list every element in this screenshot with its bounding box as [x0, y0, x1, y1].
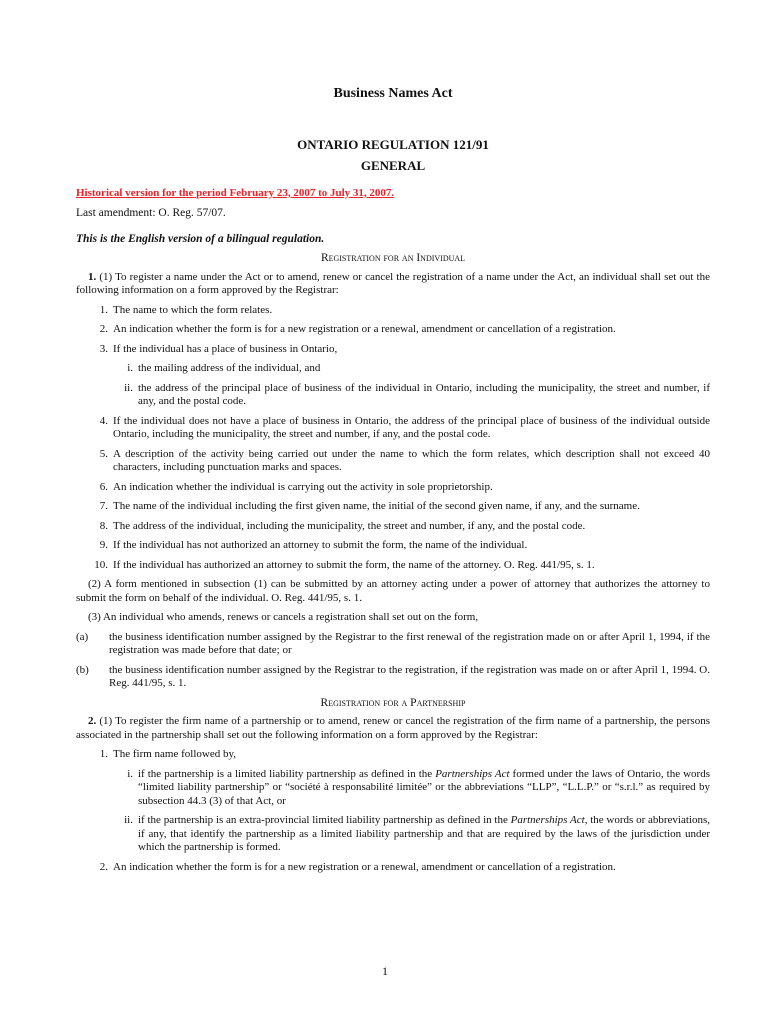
sub-list-item: i. if the partnership is a limited liability partnership as defined in the Partnerships Act formed under the laws of Ontario, the words “limited liability partnership” or “société à responsabilité limitée” or the abbreviations “LLP”, “L.L.P.” or “s.r.l.” as required by subsection 44.3 (3) of that Act, or: [127, 767, 710, 807]
section-number: 2.: [88, 715, 97, 727]
sub-list-item: ii. if the partnership is an extra-provincial limited liability partnership as defined in the Partnerships Act, the words or abbreviations, if any, that identify the partnership as a limited liability partnership and that are required by the laws of the jurisdiction under which the partnership is formed.: [124, 814, 711, 853]
regulation-subtitle: GENERAL: [360, 158, 426, 173]
section-number: 1.: [88, 270, 97, 283]
section-1-subsection-2: (2) A form mentioned in subsection (1) can be submitted by an attorney acting under a power of attorney that authorizes the attorney to submit the form on behalf of the individual. O. Reg. 441/95, s. 1.: [76, 578, 710, 604]
list-item: 5. A description of the activity being carried out under the name to which the form relates, which description shall not exceed 40 characters, including punctuation marks and spaces.: [99, 447, 710, 473]
act-reference: Partnerships Act: [510, 814, 585, 826]
list-item: 4. If the individual does not have a place of business in Ontario, the address of the principal place of business of the individual outside Ontario, including the municipality, the street and number, if any, and the postal code.: [99, 414, 710, 440]
section-1-subsection-3: (3) An individual who amends, renews or cancels a registration shall set out on the form,: [88, 611, 479, 623]
sub-list-item: ii. the address of the principal place of business of the individual in Ontario, including the municipality, the street and number, if any, and the postal code.: [124, 381, 710, 407]
list-item: 7. The name of the individual including the first given name, the initial of the second given name, if any, and the surname.: [99, 500, 640, 512]
list-item: 2. An indication whether the form is for a new registration or a renewal, amendment or cancellation of a registration.: [99, 323, 616, 335]
act-title: Business Names Act: [333, 86, 453, 101]
list-item: 1. The firm name followed by,: [99, 748, 236, 760]
section-2-subsection-1: [76, 715, 710, 742]
paragraph-text: (1) To register the firm name of a partnership or to amend, renew or cancel the registration of the firm name of a partnership, the persons associated in the partnership shall set out the following information on a form approved by the Registrar:: [76, 715, 710, 741]
clause-item: (a) the business identification number assigned by the Registrar to the first renewal of the registration made on or after April 1, 1994, if the registration was made before that date; or: [76, 630, 710, 656]
list-item: 1. The name to which the form relates.: [99, 303, 273, 316]
section-heading-individual: Registration for an Individual: [320, 252, 466, 264]
list-item: 8. The address of the individual, including the municipality, the street and number, if any, and the postal code.: [99, 519, 586, 532]
list-item: 9. If the individual has not authorized an attorney to submit the form, the name of the individual.: [99, 539, 528, 551]
english-version-note: This is the English version of a bilingual regulation.: [76, 232, 325, 245]
list-item: 6. An indication whether the individual is carrying out the activity in sole proprietorship.: [99, 480, 493, 493]
act-reference: Partnerships Act: [435, 767, 510, 780]
clause-item: (b) the business identification number assigned by the Registrar to the registration, if the registration was made on or after April 1, 1994. O. Reg. 441/95, s. 1.: [76, 663, 710, 689]
list-item: 2. An indication whether the form is for a new registration or a renewal, amendment or cancellation of a registration.: [99, 860, 616, 873]
regulation-title: ONTARIO REGULATION 121/91: [297, 136, 489, 152]
list-item: 10. If the individual has authorized an attorney to submit the form, the name of the attorney. O. Reg. 441/95, s. 1.: [94, 558, 595, 571]
historical-version-link[interactable]: Historical version for the period February 23, 2007 to July 31, 2007.: [76, 186, 395, 199]
sub-list-item: i. the mailing address of the individual, and: [127, 362, 321, 374]
section-heading-partnership: Registration for a Partnership: [320, 696, 466, 709]
list-item: 3. If the individual has a place of business in Ontario,: [99, 342, 338, 355]
section-1-subsection-1: [76, 271, 710, 298]
paragraph-text: (1) To register a name under the Act or to amend, renew or cancel the registration of a name under the Act, an individual shall set out the following information on a form approved by the Registrar:: [76, 270, 711, 296]
page-number: 1: [382, 964, 388, 978]
last-amendment: Last amendment: O. Reg. 57/07.: [76, 207, 226, 219]
